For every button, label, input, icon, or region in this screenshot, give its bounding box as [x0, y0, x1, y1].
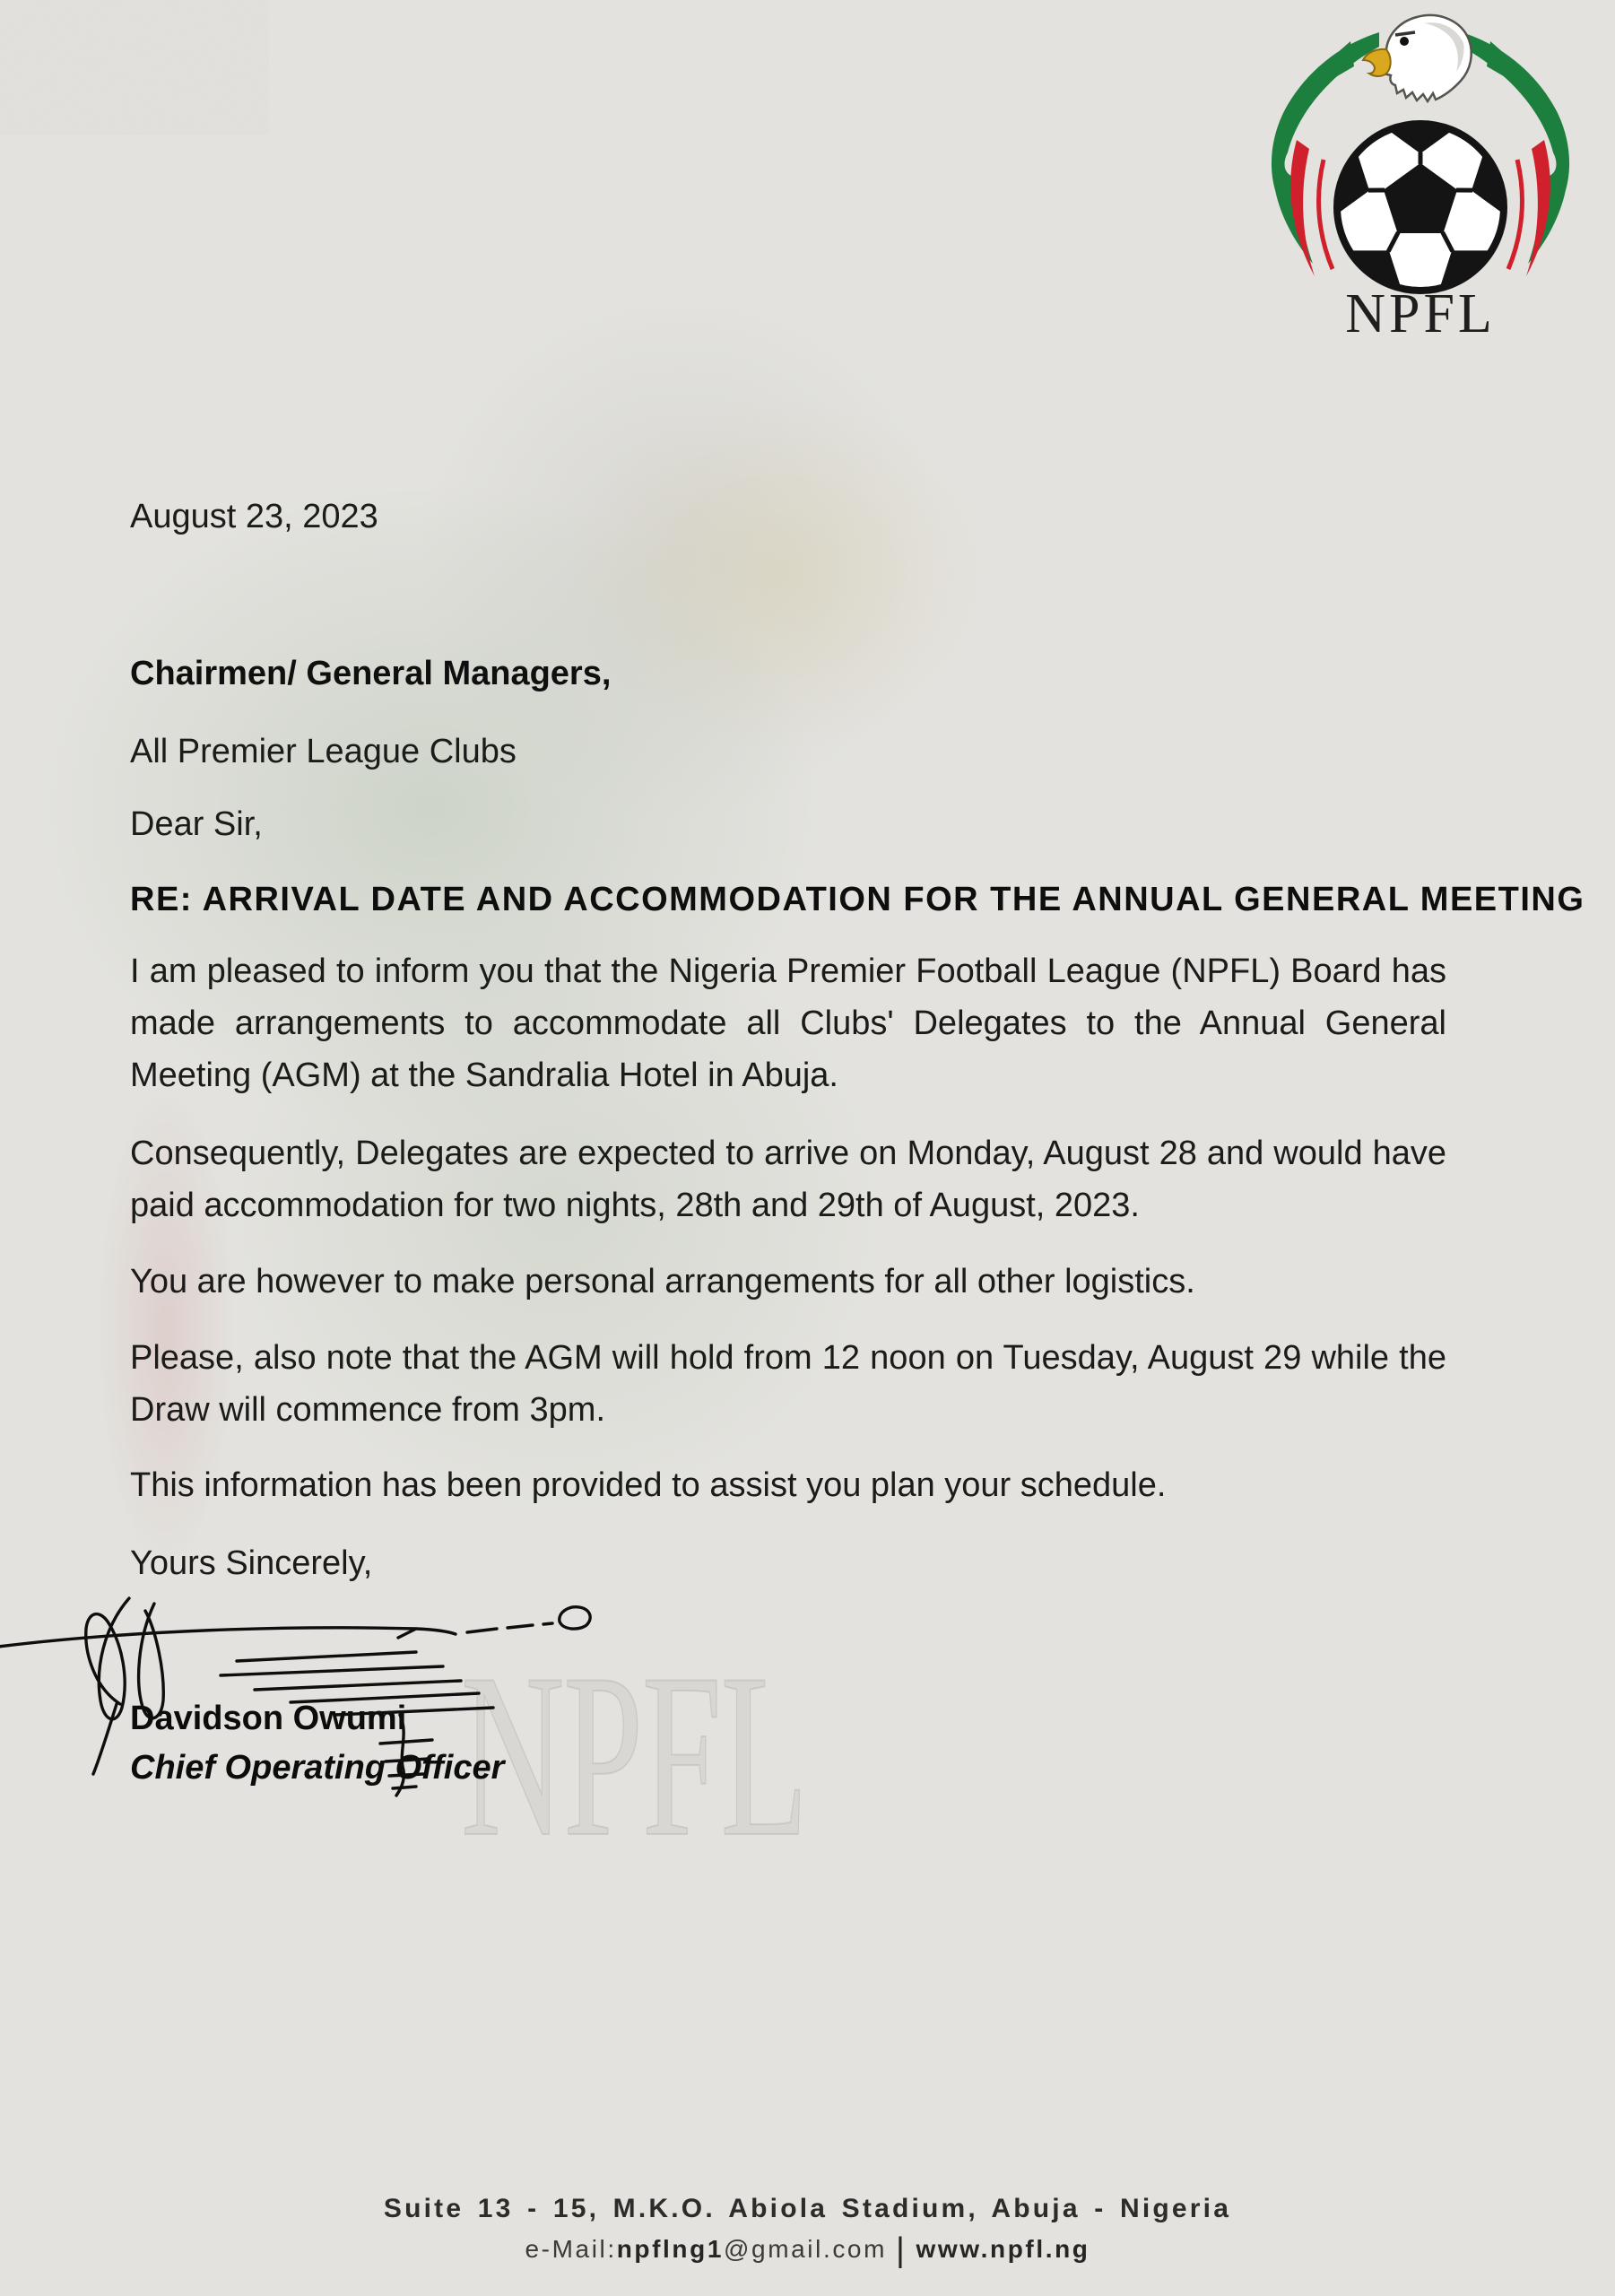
footer-email-label: e-Mail:	[525, 2235, 617, 2263]
addressee-name: Chairmen/ General Managers,	[130, 655, 612, 692]
paper-grain-overlay	[0, 0, 269, 135]
soccer-ball-icon	[1307, 94, 1534, 310]
date-line: August 23, 2023	[130, 498, 378, 535]
eagle-icon	[1363, 15, 1472, 101]
body-paragraph-5: This information has been provided to assist you plan your schedule.	[130, 1466, 1167, 1504]
eagle-eye-icon	[1400, 37, 1409, 46]
body-paragraph-1: I am pleased to inform you that the Nigeria Premier Football League (NPFL) Board has made arrangements to accommodate all Clubs' Delegates to the Annual General Meeting (AGM) at the Sandralia Hotel in Abuja.	[130, 952, 1446, 1094]
body-paragraph-4: Please, also note that the AGM will hold from 12 noon on Tuesday, August 29 while the Draw will commence from 3pm.	[130, 1339, 1446, 1429]
footer-website: www.npfl.ng	[916, 2235, 1090, 2263]
npfl-watermark-text: NPFL	[461, 1625, 807, 1885]
subject-line: RE: ARRIVAL DATE AND ACCOMMODATION FOR THE ANNUAL GENERAL MEETING	[130, 881, 1585, 918]
body-paragraph-2: Consequently, Delegates are expected to arrive on Monday, August 28 and would have paid accommodation for two nights, 28th and 29th of August, 2023.	[130, 1135, 1446, 1224]
salutation: Dear Sir,	[130, 805, 263, 843]
signer-name: Davidson Owumi	[130, 1700, 407, 1737]
footer-contact-line	[0, 2228, 1615, 2269]
footer-separator: |	[896, 2231, 907, 2269]
signature-scribble	[0, 1589, 615, 1805]
npfl-logo	[1245, 7, 1596, 341]
footer-address: Suite 13 - 15, M.K.O. Abiola Stadium, Abuja - Nigeria	[383, 2194, 1232, 2223]
footer-email-user: npflng1	[616, 2235, 725, 2263]
addressee-org: All Premier League Clubs	[130, 733, 517, 770]
closing-line: Yours Sincerely,	[130, 1544, 373, 1582]
logo-acronym: NPFL	[1345, 283, 1496, 341]
body-paragraph-3: You are however to make personal arrangements for all other logistics.	[130, 1263, 1195, 1300]
signer-title: Chief Operating Officer	[130, 1749, 505, 1787]
footer-email-domain: @gmail.com	[724, 2235, 888, 2263]
